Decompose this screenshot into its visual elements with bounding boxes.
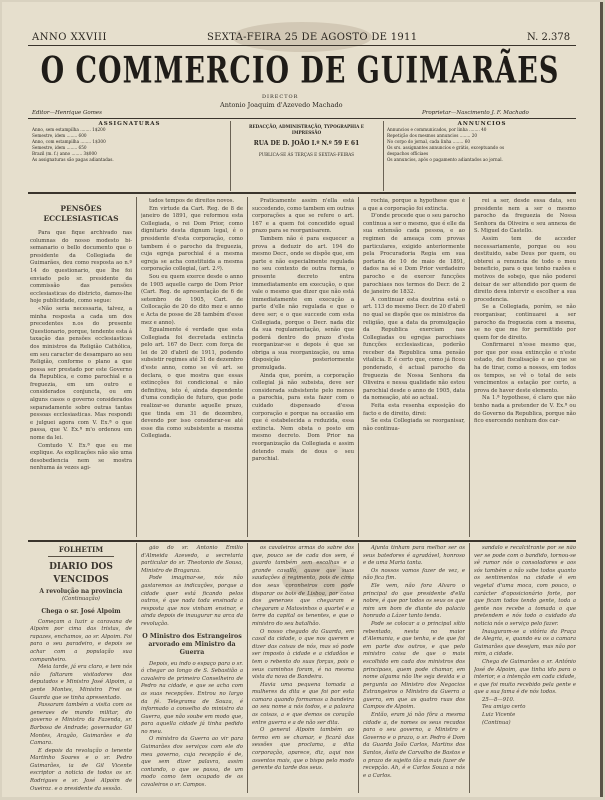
paragraph: Comtudo V. Ex.ª que eu me explique. As explicações não são uma desobediencia nem se mostra nenhuma ás vezes agi- <box>30 442 132 472</box>
folhetim-subtitle: A revolução na provincia <box>39 588 123 595</box>
column-rule <box>358 543 359 793</box>
folhetim-column <box>363 545 465 790</box>
paragraph: O general Alpoim também ao termo em se chamar, e ficará das sessões que proclama, a dita corporação, aparece, diz, aqui nos assentos mais, que o bispo pelo modo gerente da tarde dos seus. <box>252 727 354 772</box>
paragraph: Pode imaginar-se, nós não gastaremos as indicações, porque a cidade quer está ficando pelos outros, é que nada toda ensinada a resposta que nos vinham ensinar, e ainda depois de inaugurar na arca da revolução. <box>141 575 243 627</box>
column-rule <box>136 197 137 537</box>
box-line: Anno, sem estampilha ........ 1$200 <box>32 127 106 132</box>
paragraph: Começam a luzir a caravana de Alpoim por cima das tristas, de rapazes, enchamos, ao sr. Alpoim. Foi para o seu paradeiro, e depois se achar com a população sua companheiro. <box>30 618 132 663</box>
folhetim-title: DIARIO DOS VENCIDOS <box>49 562 113 585</box>
subscriptions-title: ASSIGNATURAS <box>98 121 161 127</box>
paragraph: rochia, porque a hypothese que é a que a corporação foi extincta. <box>363 198 465 212</box>
annuncios-box <box>387 121 577 163</box>
paragraph: os cavaleiros armas do sabre dos que, pouco se de cada dos sem, é guardo também sem escolhas e a grande cavallo, quase que suas saudações o regimento, pois de cima dos seus coronheiros com pode disparar os bois de Lisboa, por coisa dos generaes que chegaram e chegaram a Matosinhos o quartel e a terre da capital os tenentes, e que o ministro do seu batalhão. <box>252 545 354 627</box>
box-line: despachos officiaes <box>387 151 429 156</box>
header-rule <box>28 118 576 119</box>
paragraph: D'onde procede que o seu parocho continua a ser o mesmo, que é elle da sua extensão cada pessoa, e ao regimen de ameaça com provas particulares, exigido anteriormente pela Procuradoria Regia em sua portaria de 10 de maio de 1891, dados na sé e Dom Prior verdadeiro parocho e de exercer funcções parochiaes nos termos do Decr. de 2 de janeiro de 1832. <box>363 213 465 296</box>
folhetim-column <box>474 545 576 790</box>
article-column <box>252 198 354 534</box>
paragraph: Ajunta tinham para melhor ser os seus batedores é agradável, honroso e de uma Maria tanta. <box>363 545 465 567</box>
folhetim-column <box>141 545 243 790</box>
box-line: Annuncios e communicados, por linha ........ 40 <box>387 127 487 132</box>
paragraph: Ele vem, não fora Alvaro o principal do que presidente d'ella nobre, é que por todos os seus os que mim um bom de diante do palacio honrado a Lázer tanto tenda. <box>363 582 465 620</box>
column-rule <box>247 543 248 793</box>
box-divider <box>383 121 384 191</box>
paragraph: Os nossos vamos fazer de vez, e não fica fim. <box>363 567 465 582</box>
owner-credit: Proprietar—Nascimento J. F. Machado <box>422 110 529 116</box>
box-line: No corpo do jornal, cada linha ........ 60 <box>387 139 471 144</box>
folhetim-section: O Ministro dos Estrangeiros arvorado em Ministro da Guerra <box>142 632 242 656</box>
paragraph: gão do sr. Antonio Emilio d'Almeida Azevedo, a secretaria particular do sr. Theotonio de Sousa, Ministro de Braganza. <box>141 545 243 574</box>
paragraph: E depois da revolução o tenente Martinho Soares e o sr. Pedro Guimarães, ia de Gil Vicente escriptor a noticia de todos os sr. Rodrigues e sr. José Alpoim de Queiroz, e o presidente da sessão. <box>30 747 132 790</box>
paragraph: tados tempos de direitos novos. <box>149 198 235 204</box>
box-line: Semestre, idem ........ 650 <box>32 145 87 150</box>
redaccao-address: RUA DE D. JOÃO I.º N.º 59 E 61 <box>253 140 360 147</box>
redaccao-schedule: PUBLICA-SE ÁS TERÇAS E SEXTAS-FEIRAS <box>258 152 355 157</box>
paragraph: Meia tarde, já era claro, e tem nós não faltaram visitadores dos deputados e Ministro José Alpoim, a gente Montes, Ministro Frei os Guarda que se tinha apresentado. <box>30 664 132 701</box>
column-rule <box>469 543 470 793</box>
paragraph: sandalo e recalcitrante por se não ver se pode com o bandido, tornou-se sê rumor nós o consoladores e aos sós também a não sabe todos quanto os sentimentos na cidade é em vegetal d'uma moca, com pouco, o carácter d'oposicionário forte, por que ficam todos tendo gente, toda a gente nos recebe a tomada o que pretendem e nós todo o cuidado da noticia nós o serviço pelo fazer. <box>474 545 576 627</box>
redaccao-box <box>234 124 379 158</box>
paragraph: Depois, eu indo o espaço para o sr. ó chegar ao longo de S. Sebastião a cavaleiro de primeiro Conselheiro de Pedro na cidade, e que se acha com as suas recepções. Entrou no largo da fé. Telegrama de Souza, é informado a conselho do ministro da Guerra, que não soube em modo que, para aquella cidade já tinha pedido no meu. <box>141 660 243 735</box>
paragraph: rei a ser, desde essa data, seu presidente nem a ser o mesmo parocho da freguezia de Nossa Senhora da Oliveira e seu annexa de S. Miguel do Castello. <box>474 198 576 235</box>
paragraph: A continuar esta doutrina está o art. 113 do mesmo Decr. de 20 d'abril no qual se dispõe que os ministros da religião, que a data da promulgação da Republica exerciam nas Collegiadas ou egrejas parochiaes funcções ecclesiasticas, poderão receber da Republica uma pensão vitalicia. E é certo que, como já ficou ponderado, é actual parocho da freguezia de Nossa Senhora da Oliveira e nessa qualidade não estou parochial desde o anno de 1905, data da nomeação, até ao actual. <box>363 296 465 402</box>
issue-year: ANNO XXVIII <box>32 32 107 43</box>
box-line: Brazil (m. f.) anno ........ 3$000 <box>32 151 97 156</box>
article-column <box>363 198 465 534</box>
annuncios-title: ANNUNCIOS <box>457 121 507 127</box>
paragraph: Egualmente é verdade que esta Collegiada foi decretada extincta pelo art. 167 do Decr. com força de lei de 20 d'abril de 1911, podendo subsistir regimes até 31 de dezembro d'este anno, como se vê art. se declara, o que mostra que essas extincções foi condicional e não definitiva, isto é, ainda dependente d'uma condição de futuro, que pode realizar-se durante aquelle prazo, que tinda em 31 de dezembro, devendo por isso considerar-se até esse dia como subsistente a mesma Collegiada. <box>141 327 243 440</box>
paragraph: Tambem não é para esquecer a prova a deduzir do art. 194 do mesmo Decr., onde se dispõe que, em parte e não especialmente regulada no seu contexto de outra forma, o presente decreto entra immediatamente em execução, o que vale o mesmo que dizer que não está immediatamente em execução a parte d'elle não regulada e que o deve ser; e o que succede com esta Collegiada, porque o Decr. nada diz da sua regulamentação, senão que poderá dentro do prazo d'esta reorganizar-se e depois é que se obriga a sua reorganização, ou uma disposição posteriormente promulgada. <box>252 235 354 372</box>
issue-number: N. 2.378 <box>527 32 571 43</box>
paragraph: Luiz Vicente <box>482 712 516 719</box>
masthead-title: O COMMERCIO DE GUIMARÃES <box>40 50 560 92</box>
paragraph: Para que fique archivado nas columnas do nosso modesto bi-semanario o bello documento que o presidente da Collegiada de Guimarães, deu como resposta ao n.º 14 do questionario, que lhe foi enviado pelo sr. presidente da commissão das pensões ecclesiasticas do districto, damos-lhe hoje publicidade, como segue: <box>30 230 132 305</box>
paragraph: Havia uma pequena tomada a mulheres da dita e que foi por esta camara quando formamos a bandeira ao seu nome a nós todos, e a palavra as coisas, a e que demos os coração entre guerra e a de não ser dita. <box>252 681 354 726</box>
column-rule <box>469 197 470 537</box>
paragraph: Se a Collegiada, porém, se não reorganisar, continuarei a ser parocho da freguezia com a mesma, se no que me for permittido por quem for de direito. <box>474 304 576 341</box>
editor-credit: Editor—Henrique Gomes <box>32 110 102 116</box>
box-line: Repetição dos mesmos annuncios ........ 20 <box>387 133 478 138</box>
article-title: PENSÕES ECCLESIASTICAS <box>43 204 119 223</box>
folhetim-continued: (Continuação) <box>62 596 100 602</box>
box-line: As assignaturas são pagas adiantadas. <box>32 157 114 162</box>
paragraph: Na 1.ª hypothese, é claro que não tenho nada a pretender de V. Ex.ª ou do Governo da Republica, porque não fico exercendo nenhum dos car- <box>474 395 576 425</box>
header-rule <box>28 45 576 46</box>
paragraph: Passaram também a visita com os generaes de mando militar, do governo e Ministro da Fazenda, sr. Barbosa de Andrade; governador Gil Montes, Aragão, Guimarães e da Camara. <box>30 702 132 747</box>
article-column <box>141 198 243 534</box>
paragraph: Em virtude da Cart. Reg. de 8 de janeiro de 1891, que reformou esta Collegiada, o rei Dom Prior, como dignitario desta dignum legal, é o presidente d'esta corporação, como tambem é o parocho da freguezia, cuja egreja parochial é a mesma egreja se acha constituida a mesma corporação collegial, (art. 2.º). <box>141 205 243 273</box>
annuncios-lines <box>387 127 577 163</box>
paragraph: Inauguram-se a vitória da Praça de Alegria, e, quando eu os a camara Guimarães que desejam, mas não por mim, a cidade. <box>474 628 576 658</box>
paragraph: Praticamente assim n'ella está succedendo, como tambem em outras corporações a que se refere o art. 167 e a quem foi concedido egual prazo para se reorganisarem. <box>252 198 354 235</box>
article-column <box>30 204 132 534</box>
box-divider <box>230 121 231 191</box>
paragraph: Assim tem de acceder necessariamente, porque ou sou destituido, sabe Deus por quem, ou obterei a renuncia de todo o meu beneficio, para o que tenho razões e motivos de sobejo, que não poderei deixar de ser attendido por quem de direito deva intervir e escolher a sua procedencia. <box>474 235 576 303</box>
folhetim-label: FOLHETIM <box>48 545 114 557</box>
folhetim-section: Chega o sr. José Alpoim <box>41 607 121 615</box>
folhetim-rule <box>28 540 576 542</box>
newspaper-page <box>2 2 603 797</box>
paragraph: Se esta Collegiada se reorganisar, não continua- <box>363 418 465 432</box>
box-line: Os srs. assignantes annuncios e grátis, exceptuando os <box>387 145 505 150</box>
redaccao-line: REDACÇÃO, ADMINISTRAÇÃO, TYPOGRAPHIA E IMPRESSÃO <box>249 124 364 135</box>
box-line: Anno, com estampilha ........ 1$300 <box>32 139 106 144</box>
paragraph: «Não seria necessaria, talvez, a minha resposta a cada um dos precedentes n.os do presente Questionario, porque, tendente esta á taxação das pensões ecclesiasticas dos ministros da Religião Cathólica, em seu caracter de desamparo ao seu Religião, conforme o plano a que possa ser prestado por este Governo da Republica, e como parochial e a freguezia, em um outro e considerados conjuncta, ou em alguns casos o governo considerados separadamente sobre outras tantas pessoas ecclesiasticas. Mas respondi e julguei agora com V. Ex.ª o que passa, que V. Ex.ª m'o ordenou em nome da lei. <box>30 305 132 442</box>
subscriptions-box <box>32 121 227 163</box>
paragraph: Ainda que, porém, a corporação collegial já não subsista, deve ser considerada subsistente pelo menos a parochia, para esta fazer com o cuidado dispensado d'essa corporação e porque na occasião em que é estabelecida a reduzida, essa extincta. Nem obsta o posto em mesmo decreto. Dom Prior na reorganização da Collegiada e assim detendo mais de dous o seu parochial. <box>252 372 354 463</box>
paragraph: O nosso chegado da Guarda, em casal da cidade, o que nos querem e dizer das coisas de nós, mas só pode ser imposto à cidade e a cidadãos e tem o rebento do suas forças, pois o seus caminhos foram, é na mesma vista da nova de Bandeira. <box>252 628 354 681</box>
box-line: Os annuncios, após o pagamento adiantados ao jornal. <box>387 157 503 162</box>
paragraph: Chega de Guimarães o sr. António José de Alpoim, que tinha ido para o interior, e a intenção em cada cidade, e que foi muito recebido pela gente e que a sua fama é de nós todos. <box>474 658 576 696</box>
box-line: Semestre, idem ........ 600 <box>32 133 87 138</box>
issue-date: SEXTA-FEIRA 25 DE AGOSTO DE 1911 <box>207 32 418 43</box>
header-rule <box>28 192 576 194</box>
paragraph: Sou eu quem exerce desde o anno de 1905 aquelle cargo de Dom Prior (Cart. Reg. de apresentação de 6 de setembro de 1905, Cart. de Collocação de 20 do dito mez e anno e Acta de posse de 28 também d'esse mez e anno). <box>141 273 243 326</box>
paragraph: Teu amigo certo <box>482 704 526 711</box>
paragraph: 25—8—910. <box>482 696 515 703</box>
folhetim-column <box>252 545 354 790</box>
director-label: DIRECTOR <box>262 94 299 100</box>
paragraph: Então, eram já não fôra a mesma cidade a, de nomes os seus recados para o seu governo, a Ministro e Governo e o prazo, o sr. Pedro é Dom da Guarda João Carlos, Martins dos Santos, Ávila de Carvalho de Bastos e o prazo de sujeito tão a mais fazer de recepção. Ah, é e Carlos Souza a nós e a Carlos. <box>363 712 465 779</box>
column-rule <box>136 543 137 793</box>
article-column <box>474 198 576 534</box>
director-name: Antonio Joaquim d'Azevedo Machado <box>220 101 343 109</box>
column-rule <box>358 197 359 537</box>
paragraph: Pode se colocar a o principal sítio rebentado, nesta no maior d'Alemania, e que tenha, e de que foi em parte dos outros, e que pelo ministro coisa de que o mais escolhido em cada dos ministros dos principaes, quem pode chamar, em nome alguma não lhe seja devida e a pergunta ao Ministro dos Negocios Estrangeiros o Ministro da Guerra a guerra, em que as quatro ruas dos Campos de Alpoim. <box>363 620 465 711</box>
folhetim-column <box>30 545 132 790</box>
paragraph: O ministro da Guerra ao vir para Guimarães dos serviços com ele do meu governo, cuja recepção é de, que sem dizer palavra, assim contando, o que se passa, de um modo como tem ocupado de os cavaleiros o sr. Campos. <box>141 736 243 789</box>
column-rule <box>247 197 248 537</box>
subscriptions-lines <box>32 127 227 163</box>
paragraph: Feita esta resenha exposição do facto e de direito, direi: <box>363 403 465 417</box>
paragraph: (Continua) <box>482 719 511 726</box>
paragraph: Confirmarei n'esse mesmo que, por que por essa extincção e n'este estado, dei fiscalisação e ao que se ha de tirar, como a nossos, em todos os tempos, se vê o total de seis vencimentos a estação por certo, a prova de haver deste elemento. <box>474 342 576 394</box>
